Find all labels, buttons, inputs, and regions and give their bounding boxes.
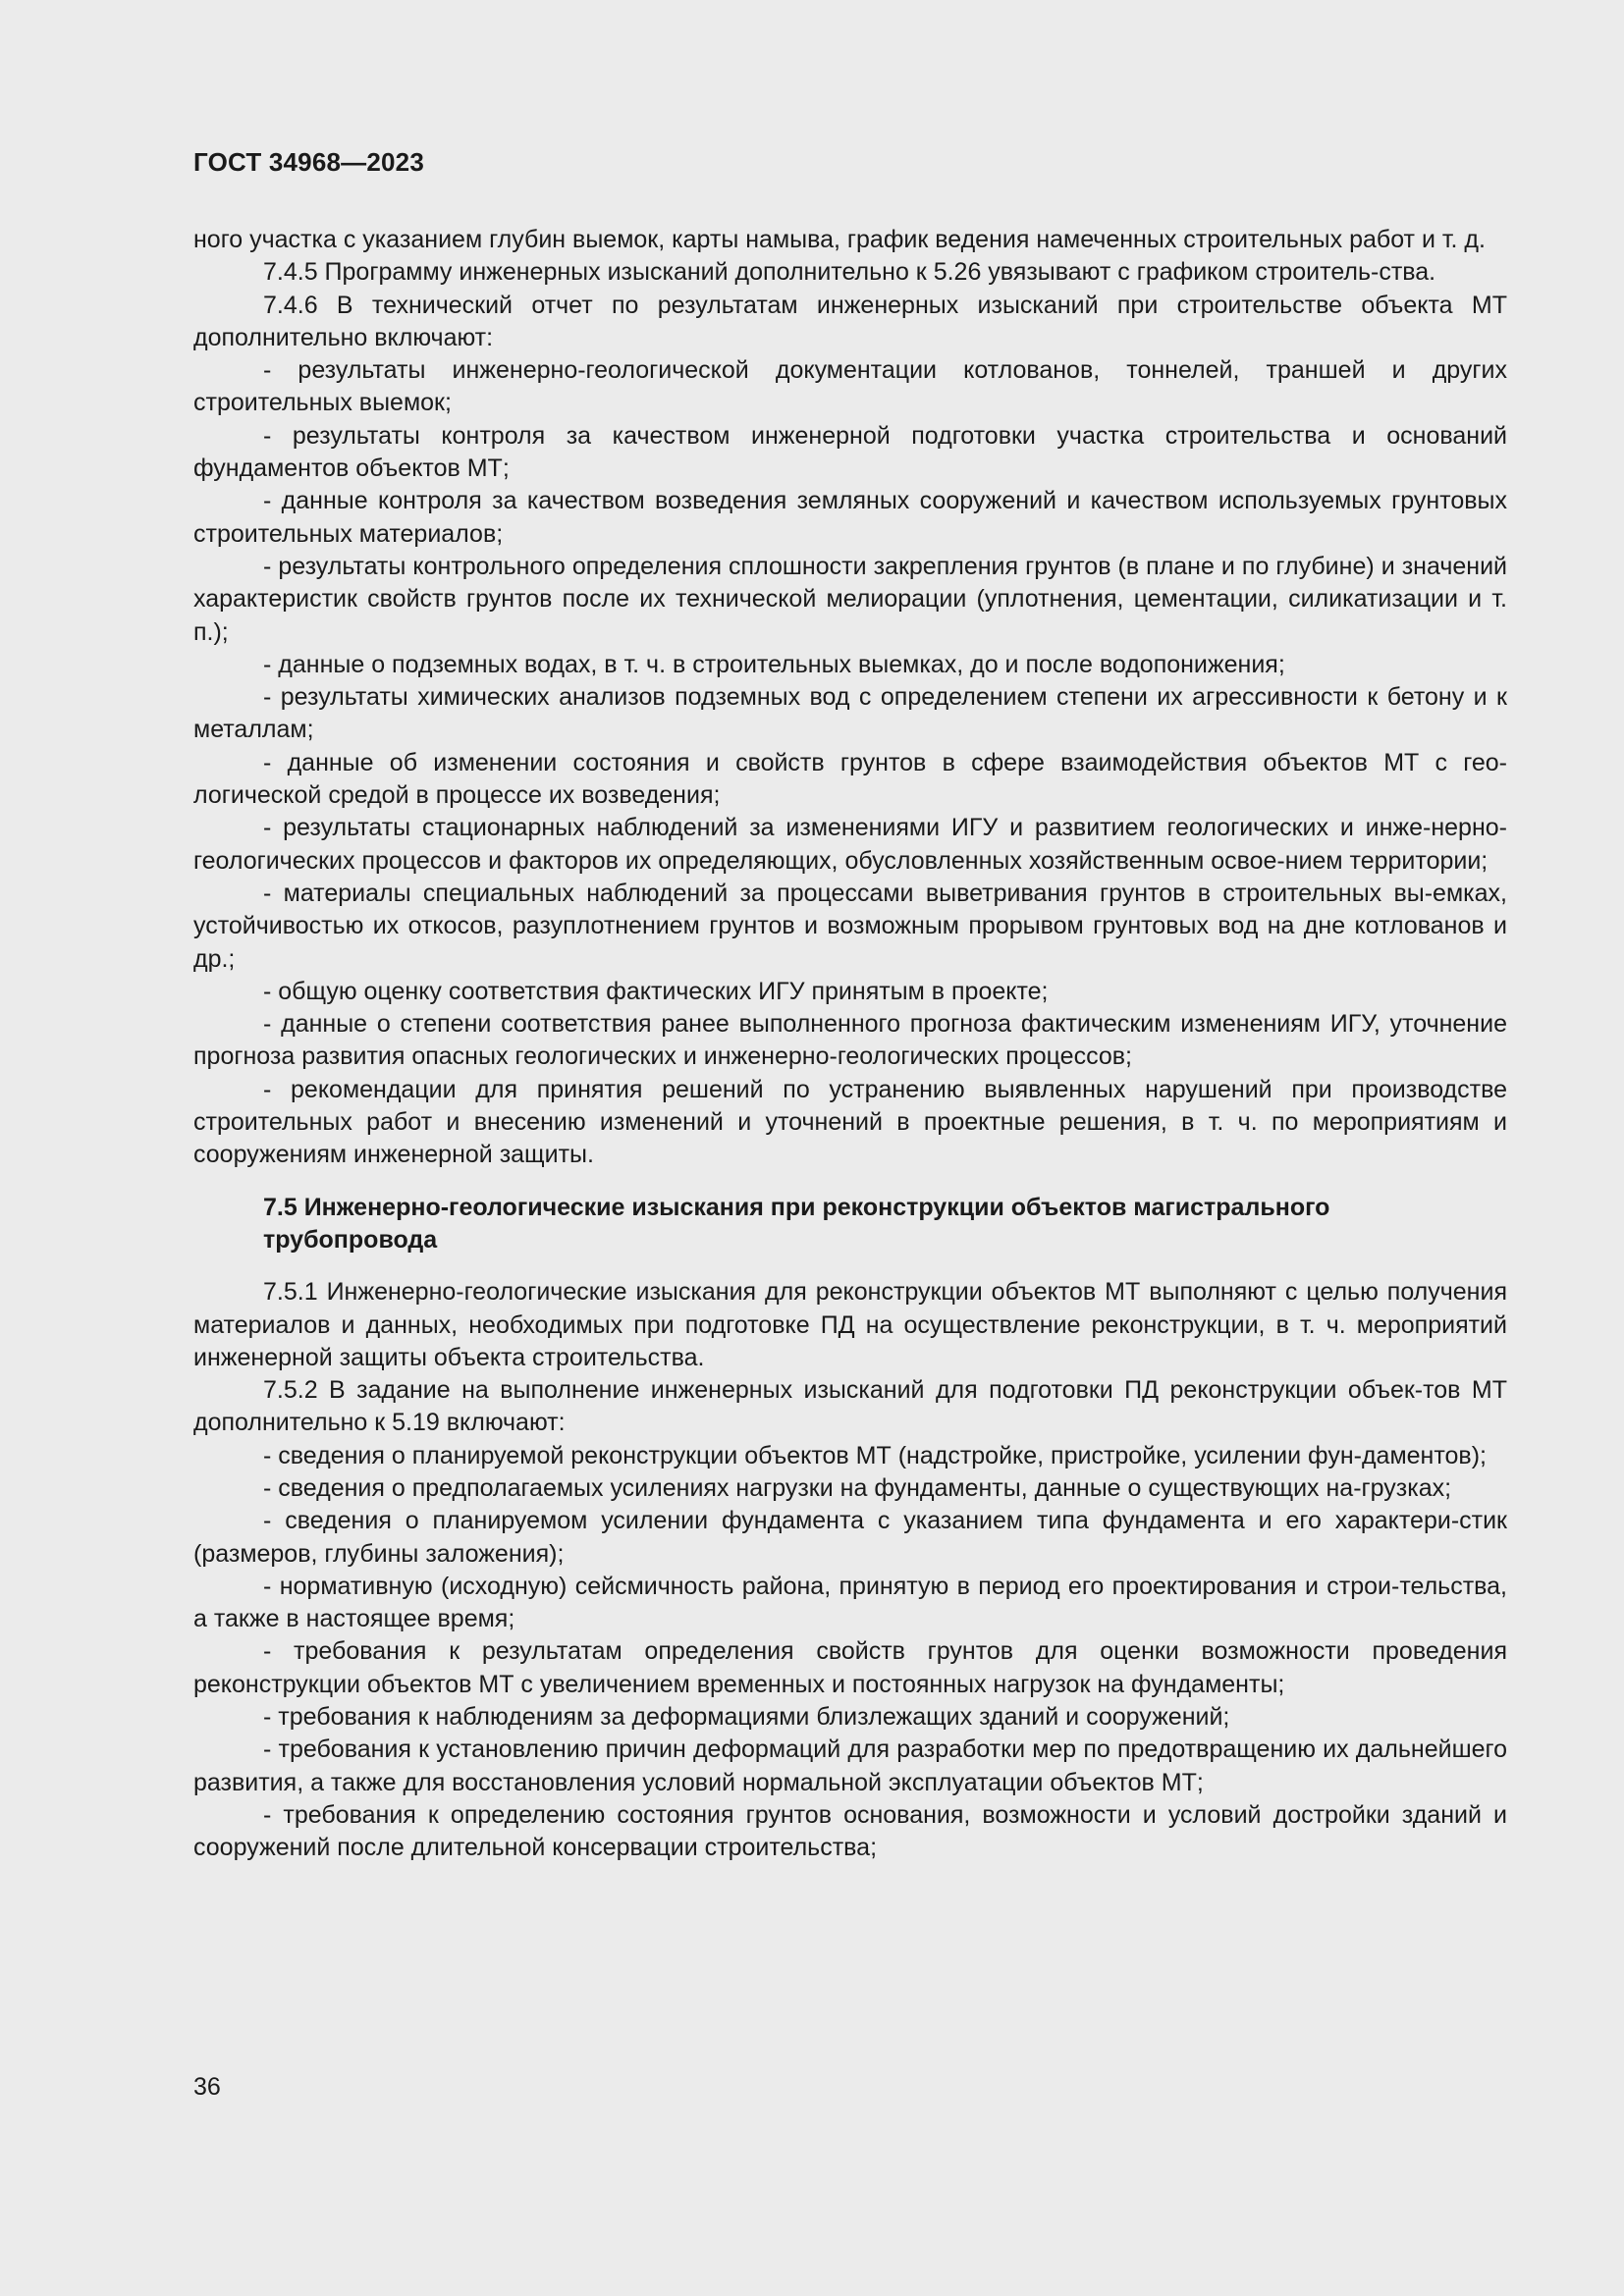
list-item: - общую оценку соответствия фактических ИГУ принятым в проекте; [263, 977, 1049, 1005]
list-item: - рекомендации для принятия решений по устранению выявленных нарушений при производстве строительных работ и внесению изменений и уточнений в проектные решения, в т. ч. по мероприятиям и сооружениям инженерной защиты. [193, 1075, 1507, 1169]
page-number: 36 [193, 2073, 221, 2101]
list-item: - материалы специальных наблюдений за процессами выветривания грунтов в строительных вы-емках, устойчивостью их откосов, разуплотнением грунтов и возможным прорывом грунтовых вод на дне котлованов и др.; [193, 879, 1507, 973]
list-item: - нормативную (исходную) сейсмичность района, принятую в период его проектирования и строи-тельства, а также в настоящее время; [193, 1572, 1507, 1633]
paragraph: ного участка с указанием глубин выемок, карты намыва, график ведения намеченных строительных работ и т. д. [193, 226, 1486, 253]
section-heading: 7.5 Инженерно-геологические изыскания при реконструкции объектов магистрального трубопровода [263, 1193, 1330, 1254]
list-item: - требования к установлению причин деформаций для разработки мер по предотвращению их дальнейшего развития, а также для восстановления условий нормальной эксплуатации объектов МТ; [193, 1735, 1507, 1796]
paragraph: 7.5.1 Инженерно-геологические изыскания для реконструкции объектов МТ выполняют с целью получения материалов и данных, необходимых при подготовке ПД на осуществление реконструкции, в т. ч. мероприятий инженерной защиты объекта строительства. [193, 1278, 1507, 1371]
list-item: - данные контроля за качеством возведения земляных сооружений и качеством используемых грунтовых строительных материалов; [193, 487, 1507, 548]
document-body [193, 224, 1507, 1865]
list-item: - требования к наблюдениям за деформациями близлежащих зданий и сооружений; [263, 1703, 1230, 1732]
list-item: - сведения о предполагаемых усилениях нагрузки на фундаменты, данные о существующих на-грузках; [263, 1473, 1452, 1502]
list-item: - сведения о планируемом усилении фундамента с указанием типа фундамента и его характери-стик (размеров, глубины заложения); [193, 1507, 1507, 1568]
list-item: - результаты химических анализов подземных вод с определением степени их агрессивности к бетону и к металлам; [193, 683, 1507, 744]
list-item: - результаты инженерно-геологической документации котлованов, тоннелей, траншей и других строительных выемок; [193, 356, 1507, 417]
list-item: - результаты контрольного определения сплошности закрепления грунтов (в плане и по глубине) и значений характеристик свойств грунтов после их технической мелиорации (уплотнения, цементации, силикатизации и т. п.); [193, 552, 1507, 646]
paragraph: 7.4.5 Программу инженерных изысканий дополнительно к 5.26 увязывают с графиком строитель-ства. [263, 258, 1436, 287]
list-item: - требования к определению состояния грунтов основания, возможности и условий достройки зданий и сооружений после длительной консервации строительства; [193, 1800, 1507, 1862]
list-item: - данные о степени соответствия ранее выполненного прогноза фактическим изменениям ИГУ, уточнение прогноза развития опасных геологических и инженерно-геологических процессов; [193, 1010, 1507, 1071]
list-item: - результаты контроля за качеством инженерной подготовки участка строительства и оснований фундаментов объектов МТ; [193, 421, 1507, 483]
paragraph: 7.4.6 В технический отчет по результатам инженерных изысканий при строительстве объекта МТ дополнительно включают: [193, 291, 1507, 351]
list-item: - результаты стационарных наблюдений за изменениями ИГУ и развитием геологических и инже-нерно-геологических процессов и факторов их определяющих, обусловленных хозяйственным освое-нием территории; [193, 814, 1507, 875]
list-item: - сведения о планируемой реконструкции объектов МТ (надстройке, пристройке, усилении фун-даментов); [263, 1441, 1487, 1469]
paragraph: 7.5.2 В задание на выполнение инженерных изысканий для подготовки ПД реконструкции объек-тов МТ дополнительно к 5.19 включают: [193, 1376, 1507, 1437]
list-item: - требования к результатам определения свойств грунтов для оценки возможности проведения реконструкции объектов МТ с увеличением временных и постоянных нагрузок на фундаменты; [193, 1637, 1507, 1698]
document-code-header: ГОСТ 34968—2023 [193, 147, 424, 177]
list-item: - данные о подземных водах, в т. ч. в строительных выемках, до и после водопонижения; [263, 650, 1285, 678]
list-item: - данные об изменении состояния и свойств грунтов в сфере взаимодействия объектов МТ с гео-логической средой в процессе их возведения; [193, 748, 1507, 810]
